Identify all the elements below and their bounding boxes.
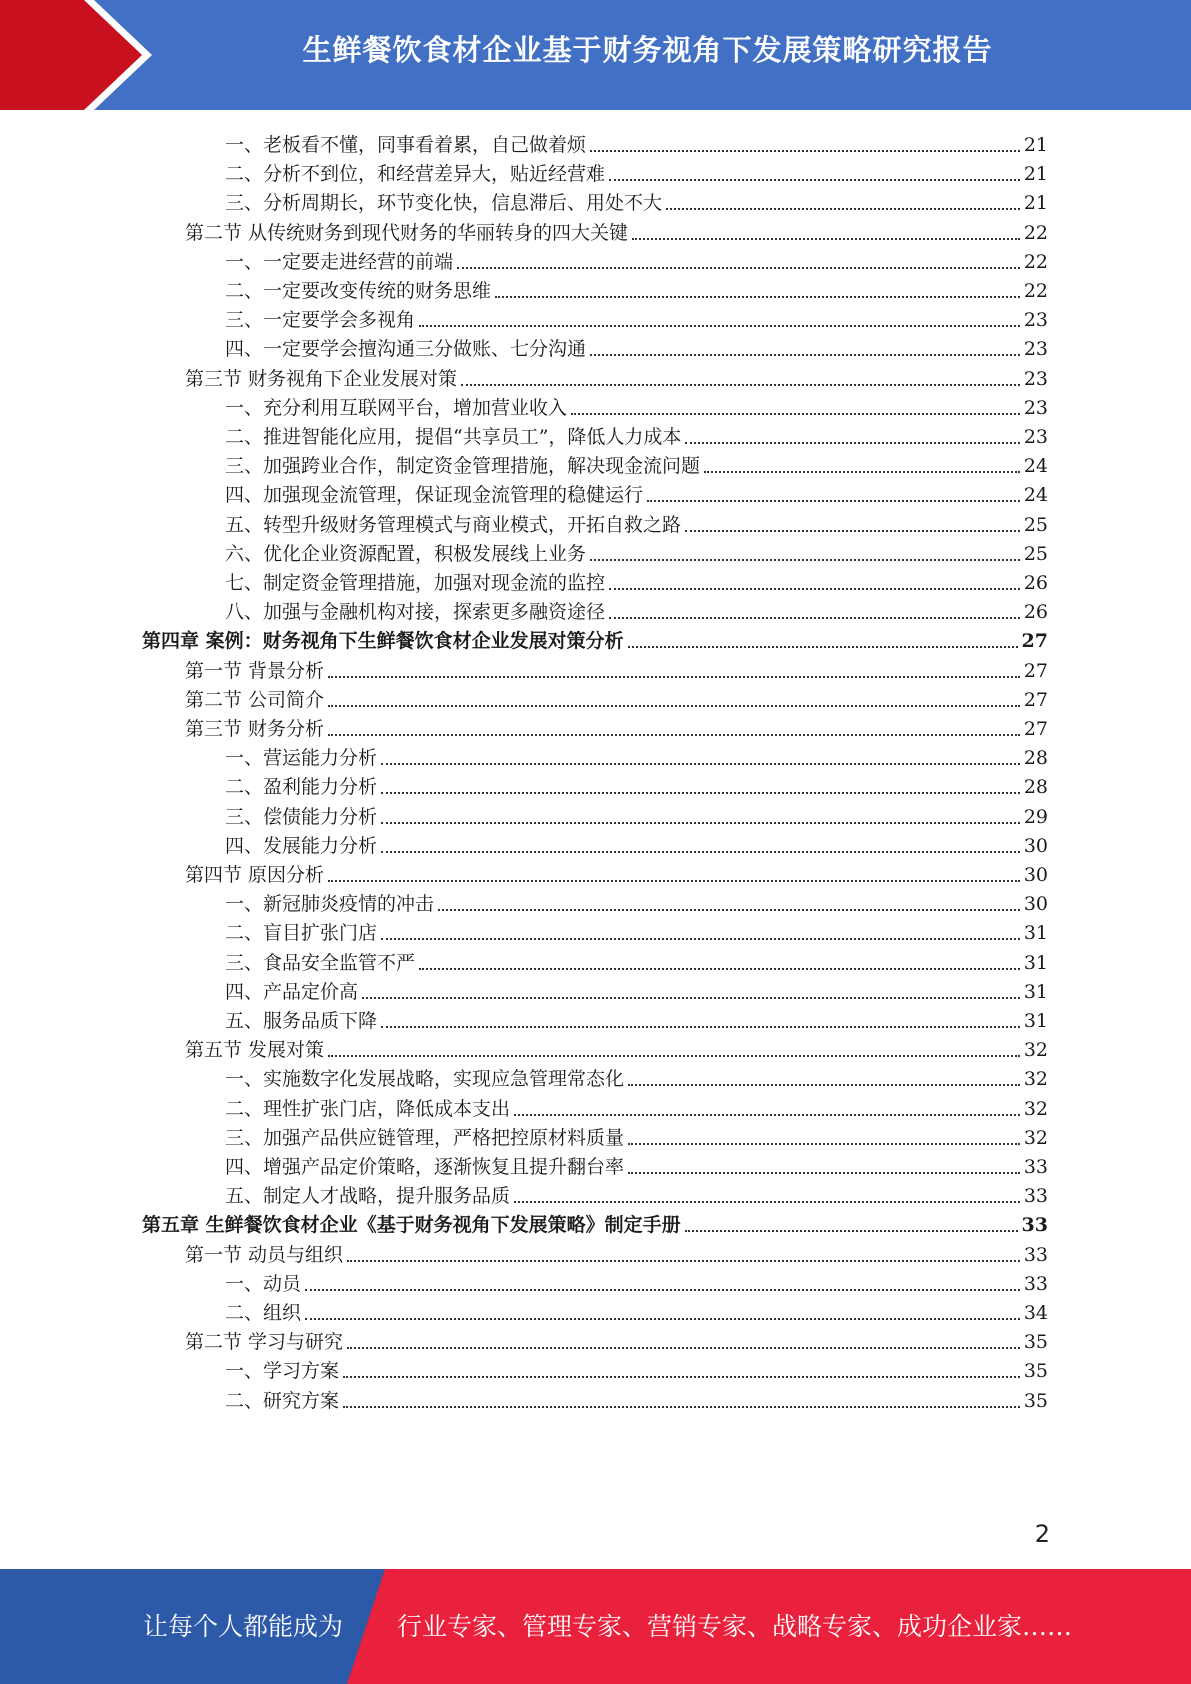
toc-entry-title: 第五节 发展对策 (185, 1039, 325, 1062)
toc-entry-page: 30 (1023, 834, 1048, 857)
toc-entry-title: 第二节 学习与研究 (185, 1331, 344, 1354)
toc-dot-leader (457, 267, 1020, 269)
toc-dot-leader (347, 1347, 1020, 1349)
toc-entry-title: 二、理性扩张门店，降低成本支出 (225, 1097, 511, 1120)
toc-entry-page: 33 (1023, 1243, 1048, 1266)
toc-entry-title: 第二节 公司简介 (185, 688, 325, 711)
toc-item[interactable] (225, 536, 1048, 567)
toc-dot-leader (628, 646, 1018, 648)
toc-entry-page: 21 (1023, 134, 1048, 156)
toc-item[interactable] (225, 244, 1048, 275)
toc-entry-page: 33 (1023, 1272, 1048, 1295)
toc-dot-leader (343, 1406, 1020, 1408)
toc-item[interactable] (225, 156, 1048, 187)
toc-item[interactable] (225, 127, 1048, 158)
toc-dot-leader (685, 1230, 1018, 1232)
toc-entry-title: 第四章 案例：财务视角下生鲜餐饮食材企业发展对策分析 (142, 630, 624, 653)
toc-item[interactable] (225, 740, 1048, 771)
report-title: 生鲜餐饮食材企业基于财务视角下发展策略研究报告 (302, 33, 993, 67)
toc-entry-title: 二、研究方案 (225, 1389, 340, 1412)
toc-dot-leader (609, 179, 1020, 181)
toc-entry-title: 一、一定要走进经营的前端 (225, 250, 454, 273)
toc-dot-leader (328, 676, 1020, 678)
toc-dot-leader (461, 384, 1020, 386)
toc-entry-title: 三、加强产品供应链管理，严格把控原材料质量 (225, 1126, 625, 1149)
toc-dot-leader (419, 325, 1020, 327)
toc-item[interactable] (225, 769, 1048, 800)
toc-entry-page: 31 (1023, 951, 1048, 974)
toc-entry-title: 五、服务品质下降 (225, 1010, 378, 1032)
toc-entry-page: 24 (1023, 455, 1048, 478)
toc-dot-leader (628, 1084, 1020, 1086)
toc-item[interactable] (225, 915, 1048, 946)
toc-entry-title: 一、新冠肺炎疫情的冲击 (225, 893, 435, 916)
toc-dot-leader (381, 851, 1020, 853)
toc-entry-title: 二、一定要改变传统的财务思维 (225, 280, 492, 302)
footer-slogan-left: 让每个人都能成为 (143, 1612, 344, 1641)
toc-item[interactable] (225, 974, 1048, 1005)
toc-entry-title: 五、转型升级财务管理模式与商业模式，开拓自救之路 (225, 513, 682, 536)
toc-dot-leader (628, 1172, 1020, 1174)
toc-item[interactable] (225, 828, 1048, 859)
page-header (0, 0, 1191, 110)
toc-item[interactable] (225, 1003, 1048, 1034)
toc-entry-page: 21 (1023, 163, 1048, 186)
toc-dot-leader (305, 1289, 1020, 1291)
toc-entry-title: 八、加强与金融机构对接，探索更多融资途径 (225, 601, 606, 624)
toc-item[interactable] (225, 1061, 1048, 1092)
toc-entry-page: 31 (1023, 922, 1048, 945)
toc-entry-title: 第一节 背景分析 (185, 659, 325, 682)
toc-entry-page: 26 (1023, 601, 1048, 624)
toc-dot-leader (438, 909, 1020, 911)
footer-slogan-right: 行业专家、管理专家、营销专家、战略专家、成功企业家…… (397, 1612, 1073, 1641)
toc-entry-page: 28 (1023, 747, 1048, 770)
toc-dot-leader (328, 880, 1020, 882)
page-footer (0, 1569, 1191, 1684)
toc-dot-leader (343, 1376, 1020, 1378)
toc-entry-title: 一、实施数字化发展战略，实现应急管理常态化 (225, 1068, 625, 1091)
toc-dot-leader (305, 1318, 1020, 1320)
toc-dot-leader (647, 500, 1020, 502)
toc-entry-title: 二、分析不到位，和经营差异大，贴近经营难 (225, 163, 606, 186)
toc-item[interactable] (225, 477, 1048, 508)
toc-section[interactable] (185, 653, 1048, 684)
toc-dot-leader (571, 413, 1020, 415)
toc-item[interactable] (225, 507, 1048, 538)
toc-dot-leader (347, 1260, 1020, 1262)
toc-entry-title: 三、一定要学会多视角 (225, 309, 416, 332)
toc-dot-leader (685, 530, 1020, 532)
toc-entry-page: 35 (1023, 1331, 1048, 1354)
toc-item[interactable] (225, 1353, 1048, 1384)
toc-entry-page: 26 (1023, 572, 1048, 594)
toc-item[interactable] (225, 1383, 1048, 1414)
toc-entry-title: 一、营运能力分析 (225, 747, 378, 770)
toc-entry-page: 32 (1023, 1039, 1048, 1062)
toc-section[interactable] (185, 1237, 1048, 1268)
toc-entry-page: 24 (1023, 484, 1048, 507)
toc-item[interactable] (225, 1266, 1048, 1297)
toc-dot-leader (419, 968, 1020, 970)
toc-entry-page: 31 (1023, 1010, 1048, 1032)
toc-entry-title: 第二节 从传统财务到现代财务的华丽转身的四大关键 (185, 221, 629, 244)
toc-dot-leader (685, 442, 1019, 444)
toc-item[interactable] (225, 1120, 1048, 1151)
toc-entry-page: 27 (1023, 688, 1048, 711)
toc-entry-title: 第四节 原因分析 (185, 864, 325, 886)
toc-entry-title: 二、盲目扩张门店 (225, 922, 378, 945)
toc-section[interactable] (185, 711, 1048, 742)
toc-entry-page: 33 (1021, 1214, 1048, 1237)
toc-item[interactable] (225, 185, 1048, 216)
toc-entry-page: 30 (1023, 864, 1048, 886)
toc-entry-page: 30 (1023, 893, 1048, 916)
toc-entry-title: 四、产品定价高 (225, 980, 359, 1003)
toc-dot-leader (362, 997, 1020, 999)
toc-item[interactable] (225, 886, 1048, 917)
toc-section[interactable] (185, 215, 1048, 246)
header-chevron-red (0, 0, 142, 110)
toc-item[interactable] (225, 302, 1048, 333)
toc-entry-page: 31 (1023, 980, 1048, 1003)
toc-entry-page: 35 (1023, 1360, 1048, 1383)
toc-entry-title: 三、食品安全监管不严 (225, 951, 416, 974)
toc-entry-title: 四、增强产品定价策略，逐渐恢复且提升翻台率 (225, 1156, 625, 1178)
toc-dot-leader (590, 150, 1020, 152)
toc-dot-leader (632, 238, 1020, 240)
toc-item[interactable] (225, 1149, 1048, 1180)
toc-dot-leader (495, 296, 1020, 298)
toc-item[interactable] (225, 1295, 1048, 1326)
toc-item[interactable] (225, 1178, 1048, 1209)
toc-dot-leader (381, 938, 1020, 940)
toc-entry-title: 二、推进智能化应用，提倡“共享员工”，降低人力成本 (225, 426, 682, 448)
toc-entry-page: 23 (1023, 426, 1048, 448)
toc-section[interactable] (185, 1032, 1048, 1063)
toc-entry-title: 第三节 财务分析 (185, 718, 325, 740)
toc-entry-title: 三、加强跨业合作，制定资金管理措施，解决现金流问题 (225, 455, 701, 478)
toc-section[interactable] (185, 361, 1048, 392)
toc-item[interactable] (225, 390, 1048, 421)
toc-item[interactable] (225, 594, 1048, 625)
toc-entry-title: 二、盈利能力分析 (225, 776, 378, 799)
toc-entry-title: 三、偿债能力分析 (225, 805, 378, 828)
toc-entry-title: 一、学习方案 (225, 1360, 340, 1383)
toc-dot-leader (514, 1114, 1020, 1116)
toc-dot-leader (381, 763, 1020, 765)
toc-item[interactable] (225, 419, 1048, 450)
toc-entry-title: 二、组织 (225, 1302, 302, 1324)
toc-dot-leader (666, 208, 1020, 210)
toc-item[interactable] (225, 945, 1048, 976)
toc-entry-page: 33 (1023, 1156, 1048, 1178)
toc-entry-title: 四、一定要学会擅沟通三分做账、七分沟通 (225, 338, 587, 361)
toc-entry-page: 28 (1023, 776, 1048, 799)
toc-item[interactable] (225, 565, 1048, 596)
toc-entry-title: 四、发展能力分析 (225, 834, 378, 857)
toc-entry-page: 32 (1023, 1068, 1048, 1091)
toc-entry-page: 23 (1023, 367, 1048, 390)
toc-entry-title: 三、分析周期长，环节变化快，信息滞后、用处不大 (225, 192, 663, 215)
toc-entry-page: 32 (1023, 1097, 1048, 1120)
toc-entry-title: 第三节 财务视角下企业发展对策 (185, 367, 458, 390)
toc-entry-title: 六、优化企业资源配置，积极发展线上业务 (225, 542, 587, 565)
toc-entry-title: 一、动员 (225, 1272, 302, 1295)
toc-dot-leader (328, 1055, 1020, 1057)
toc-entry-title: 四、加强现金流管理，保证现金流管理的稳健运行 (225, 484, 644, 507)
toc-entry-page: 23 (1023, 396, 1048, 419)
toc-entry-page: 27 (1023, 659, 1048, 682)
toc-entry-page: 29 (1023, 805, 1048, 828)
toc-entry-page: 21 (1023, 192, 1048, 215)
toc-entry-page: 25 (1023, 542, 1048, 565)
toc-entry-page: 25 (1023, 513, 1048, 536)
toc-item[interactable] (225, 1091, 1048, 1122)
toc-entry-page: 34 (1023, 1302, 1048, 1324)
toc-entry-title: 第五章 生鲜餐饮食材企业《基于财务视角下发展策略》制定手册 (142, 1214, 681, 1237)
toc-entry-page: 27 (1023, 718, 1048, 740)
toc-dot-leader (704, 471, 1020, 473)
toc-entry-page: 32 (1023, 1126, 1048, 1149)
toc-entry-page: 22 (1023, 221, 1048, 244)
toc-dot-leader (590, 559, 1020, 561)
toc-entry-page: 23 (1023, 338, 1048, 361)
toc-entry-title: 五、制定人才战略，提升服务品质 (225, 1185, 511, 1208)
toc-dot-leader (514, 1201, 1020, 1203)
toc-dot-leader (609, 588, 1020, 590)
toc-item[interactable] (225, 331, 1048, 362)
toc-dot-leader (609, 617, 1020, 619)
toc-entry-title: 第一节 动员与组织 (185, 1243, 344, 1266)
page-number: 2 (1034, 1520, 1050, 1548)
toc-entry-page: 33 (1023, 1185, 1048, 1208)
toc-dot-leader (590, 354, 1020, 356)
toc-section[interactable] (185, 682, 1048, 713)
toc-dot-leader (628, 1143, 1020, 1145)
toc-entry-page: 23 (1023, 309, 1048, 332)
toc-item[interactable] (225, 448, 1048, 479)
toc-entry-page: 22 (1023, 250, 1048, 273)
toc-chapter[interactable] (142, 623, 1048, 654)
toc-dot-leader (328, 705, 1020, 707)
toc-item[interactable] (225, 273, 1048, 304)
toc-chapter[interactable] (142, 1207, 1048, 1238)
toc-entry-title: 一、老板看不懂，同事看着累，自己做着烦 (225, 134, 587, 156)
toc-dot-leader (381, 1026, 1020, 1028)
toc-entry-title: 七、制定资金管理措施，加强对现金流的监控 (225, 572, 606, 594)
toc-dot-leader (381, 792, 1020, 794)
toc-entry-page: 35 (1023, 1389, 1048, 1412)
toc-entry-page: 22 (1023, 280, 1048, 302)
toc-dot-leader (328, 734, 1020, 736)
toc-section[interactable] (185, 1324, 1048, 1355)
toc-entry-title: 一、充分利用互联网平台，增加营业收入 (225, 396, 568, 419)
toc-dot-leader (381, 822, 1020, 824)
toc-item[interactable] (225, 799, 1048, 830)
toc-entry-page: 27 (1021, 630, 1048, 653)
toc-section[interactable] (185, 857, 1048, 888)
